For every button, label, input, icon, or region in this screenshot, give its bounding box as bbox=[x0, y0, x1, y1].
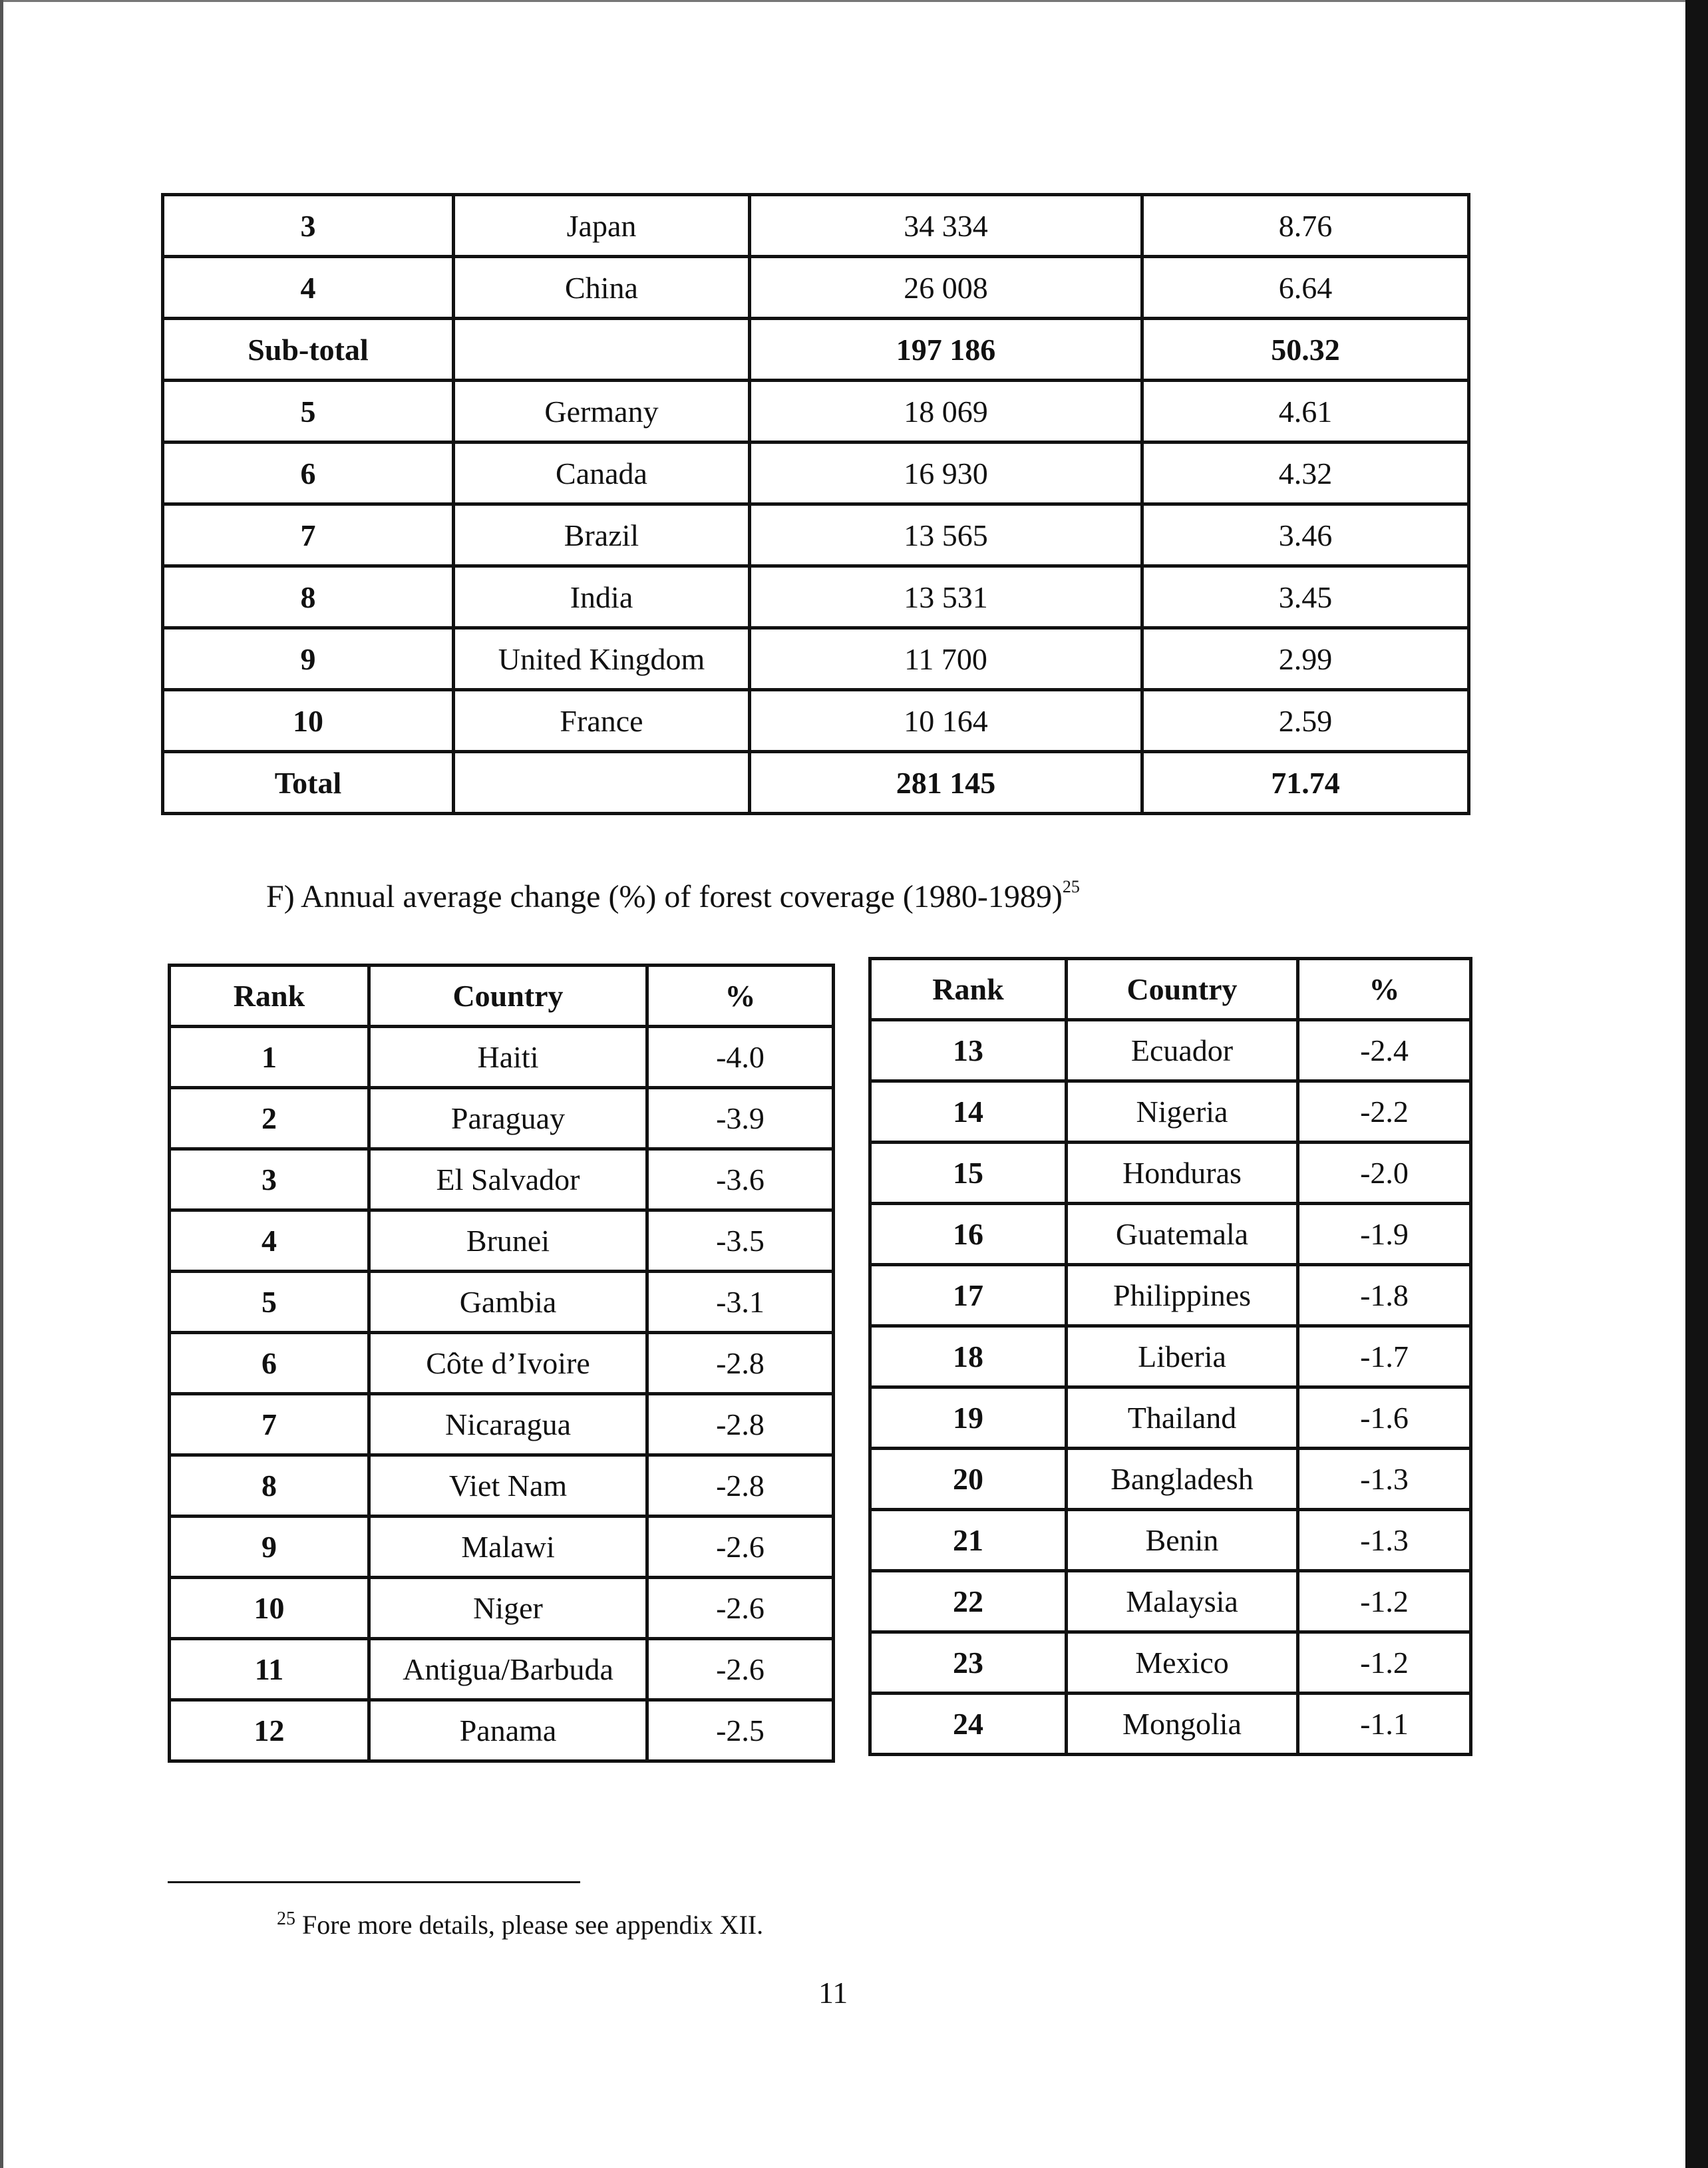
country-cell: India bbox=[454, 566, 750, 628]
table-row bbox=[170, 1088, 834, 1149]
country-cell: Philippines bbox=[1067, 1265, 1298, 1326]
top-ten-table bbox=[161, 193, 1470, 815]
rank-cell: 8 bbox=[163, 566, 454, 628]
country-cell: Niger bbox=[369, 1578, 647, 1639]
table-row bbox=[163, 381, 1469, 443]
percent-cell: -1.9 bbox=[1298, 1204, 1471, 1265]
table-row bbox=[870, 1449, 1471, 1510]
table-row bbox=[163, 566, 1469, 628]
percent-header: % bbox=[1298, 959, 1471, 1020]
rank-cell: 16 bbox=[870, 1204, 1067, 1265]
percent-cell: 6.64 bbox=[1142, 257, 1469, 319]
rank-cell: 3 bbox=[170, 1149, 369, 1210]
caption-text: F) Annual average change (%) of forest coverage (1980-1989) bbox=[266, 879, 1063, 914]
percent-cell: 3.46 bbox=[1142, 504, 1469, 566]
percent-cell: -2.5 bbox=[647, 1700, 834, 1761]
footnote bbox=[277, 1908, 763, 1940]
value-cell: 16 930 bbox=[750, 443, 1142, 504]
table-row bbox=[870, 1632, 1471, 1694]
table-row bbox=[170, 1517, 834, 1578]
percent-cell: -1.3 bbox=[1298, 1449, 1471, 1510]
percent-cell: -2.6 bbox=[647, 1517, 834, 1578]
rank-cell: 8 bbox=[170, 1455, 369, 1517]
table-row bbox=[170, 1394, 834, 1455]
percent-cell: -2.6 bbox=[647, 1639, 834, 1700]
country-cell: Nigeria bbox=[1067, 1081, 1298, 1143]
country-cell: Viet Nam bbox=[369, 1455, 647, 1517]
percent-cell: -3.5 bbox=[647, 1210, 834, 1272]
value-cell: 34 334 bbox=[750, 195, 1142, 257]
rank-cell: 4 bbox=[163, 257, 454, 319]
rank-cell: 13 bbox=[870, 1020, 1067, 1081]
percent-header: % bbox=[647, 966, 834, 1027]
table-row bbox=[870, 1143, 1471, 1204]
table-row bbox=[870, 1571, 1471, 1632]
country-cell: Benin bbox=[1067, 1510, 1298, 1571]
value-cell: 13 565 bbox=[750, 504, 1142, 566]
table-row bbox=[163, 319, 1469, 381]
value-cell: 10 164 bbox=[750, 690, 1142, 752]
table-row bbox=[170, 1639, 834, 1700]
percent-cell: 8.76 bbox=[1142, 195, 1469, 257]
page-edge-top bbox=[3, 0, 1685, 2]
footnote-text: Fore more details, please see appendix XII. bbox=[302, 1910, 764, 1940]
country-cell: Antigua/Barbuda bbox=[369, 1639, 647, 1700]
rank-cell: 12 bbox=[170, 1700, 369, 1761]
rank-cell: 5 bbox=[170, 1272, 369, 1333]
rank-cell: 11 bbox=[170, 1639, 369, 1700]
percent-cell: 4.32 bbox=[1142, 443, 1469, 504]
rank-cell: 17 bbox=[870, 1265, 1067, 1326]
percent-cell: -2.6 bbox=[647, 1578, 834, 1639]
percent-cell: -2.8 bbox=[647, 1455, 834, 1517]
country-cell: Gambia bbox=[369, 1272, 647, 1333]
country-cell: Malaysia bbox=[1067, 1571, 1298, 1632]
rank-cell: 3 bbox=[163, 195, 454, 257]
table-row bbox=[870, 1387, 1471, 1449]
rank-cell: 19 bbox=[870, 1387, 1067, 1449]
table-row bbox=[870, 1204, 1471, 1265]
value-cell: 281 145 bbox=[750, 752, 1142, 814]
rank-cell: 2 bbox=[170, 1088, 369, 1149]
rank-cell: 10 bbox=[163, 690, 454, 752]
country-cell: Guatemala bbox=[1067, 1204, 1298, 1265]
country-cell: Japan bbox=[454, 195, 750, 257]
table-row bbox=[170, 1455, 834, 1517]
percent-cell: 2.99 bbox=[1142, 628, 1469, 690]
rank-cell: 22 bbox=[870, 1571, 1067, 1632]
table-row bbox=[870, 1265, 1471, 1326]
percent-cell: 71.74 bbox=[1142, 752, 1469, 814]
value-cell: 197 186 bbox=[750, 319, 1142, 381]
rank-cell: 1 bbox=[170, 1027, 369, 1088]
country-cell: Ecuador bbox=[1067, 1020, 1298, 1081]
rank-cell: 6 bbox=[170, 1333, 369, 1394]
country-header: Country bbox=[369, 966, 647, 1027]
country-cell: France bbox=[454, 690, 750, 752]
value-cell: 13 531 bbox=[750, 566, 1142, 628]
table-row bbox=[163, 257, 1469, 319]
rank-cell: 9 bbox=[170, 1517, 369, 1578]
rank-cell: 10 bbox=[170, 1578, 369, 1639]
rank-cell: 7 bbox=[163, 504, 454, 566]
table-row bbox=[170, 1210, 834, 1272]
country-cell: Paraguay bbox=[369, 1088, 647, 1149]
percent-cell: -3.1 bbox=[647, 1272, 834, 1333]
percent-cell: -1.6 bbox=[1298, 1387, 1471, 1449]
country-cell: Panama bbox=[369, 1700, 647, 1761]
table-row bbox=[870, 1081, 1471, 1143]
section-f-caption bbox=[266, 877, 1080, 915]
percent-cell: -2.0 bbox=[1298, 1143, 1471, 1204]
country-cell: Bangladesh bbox=[1067, 1449, 1298, 1510]
page-edge-left bbox=[0, 0, 3, 2168]
rank-header: Rank bbox=[170, 966, 369, 1027]
table-row bbox=[163, 504, 1469, 566]
country-cell: Honduras bbox=[1067, 1143, 1298, 1204]
percent-cell: -2.8 bbox=[647, 1333, 834, 1394]
table-row bbox=[870, 1326, 1471, 1387]
percent-cell: 2.59 bbox=[1142, 690, 1469, 752]
country-cell: Mongolia bbox=[1067, 1694, 1298, 1755]
country-cell: Brunei bbox=[369, 1210, 647, 1272]
percent-cell: -1.8 bbox=[1298, 1265, 1471, 1326]
value-cell: 11 700 bbox=[750, 628, 1142, 690]
rank-header: Rank bbox=[870, 959, 1067, 1020]
country-cell: Nicaragua bbox=[369, 1394, 647, 1455]
country-cell: United Kingdom bbox=[454, 628, 750, 690]
country-cell: Haiti bbox=[369, 1027, 647, 1088]
forest-change-left-body bbox=[170, 1027, 834, 1761]
country-cell: Côte d’Ivoire bbox=[369, 1333, 647, 1394]
rank-cell: Total bbox=[163, 752, 454, 814]
percent-cell: -2.2 bbox=[1298, 1081, 1471, 1143]
caption-footnote-ref: 25 bbox=[1062, 877, 1080, 896]
rank-cell: 4 bbox=[170, 1210, 369, 1272]
table-row bbox=[170, 1333, 834, 1394]
rank-cell: 24 bbox=[870, 1694, 1067, 1755]
footnote-divider bbox=[168, 1881, 580, 1883]
percent-cell: -2.8 bbox=[647, 1394, 834, 1455]
rank-cell: 15 bbox=[870, 1143, 1067, 1204]
table-row bbox=[170, 1149, 834, 1210]
value-cell: 26 008 bbox=[750, 257, 1142, 319]
header-row bbox=[870, 959, 1471, 1020]
country-cell bbox=[454, 752, 750, 814]
rank-cell: 5 bbox=[163, 381, 454, 443]
table-row bbox=[170, 1027, 834, 1088]
rank-cell: 18 bbox=[870, 1326, 1067, 1387]
rank-cell: 14 bbox=[870, 1081, 1067, 1143]
rank-cell: 7 bbox=[170, 1394, 369, 1455]
table-row bbox=[870, 1694, 1471, 1755]
percent-cell: -3.6 bbox=[647, 1149, 834, 1210]
table-row bbox=[163, 690, 1469, 752]
percent-cell: -1.2 bbox=[1298, 1571, 1471, 1632]
country-cell: Malawi bbox=[369, 1517, 647, 1578]
rank-cell: 21 bbox=[870, 1510, 1067, 1571]
forest-change-table-left bbox=[168, 964, 835, 1763]
footnote-marker: 25 bbox=[277, 1908, 295, 1929]
country-header: Country bbox=[1067, 959, 1298, 1020]
rank-cell: 9 bbox=[163, 628, 454, 690]
forest-change-right-body bbox=[870, 1020, 1471, 1755]
country-cell: Thailand bbox=[1067, 1387, 1298, 1449]
country-cell: Mexico bbox=[1067, 1632, 1298, 1694]
percent-cell: -2.4 bbox=[1298, 1020, 1471, 1081]
rank-cell: 6 bbox=[163, 443, 454, 504]
percent-cell: -1.7 bbox=[1298, 1326, 1471, 1387]
table-row bbox=[163, 628, 1469, 690]
country-cell: Germany bbox=[454, 381, 750, 443]
country-cell: Canada bbox=[454, 443, 750, 504]
percent-cell: -3.9 bbox=[647, 1088, 834, 1149]
percent-cell: 4.61 bbox=[1142, 381, 1469, 443]
table-row bbox=[170, 1700, 834, 1761]
rank-cell: 20 bbox=[870, 1449, 1067, 1510]
table-row bbox=[163, 752, 1469, 814]
country-cell: China bbox=[454, 257, 750, 319]
page-number: 11 bbox=[818, 1976, 848, 2010]
percent-cell: -1.3 bbox=[1298, 1510, 1471, 1571]
value-cell: 18 069 bbox=[750, 381, 1142, 443]
page-edge-right bbox=[1685, 0, 1708, 2168]
table-row bbox=[163, 443, 1469, 504]
top-ten-table-body bbox=[163, 195, 1469, 814]
percent-cell: -1.1 bbox=[1298, 1694, 1471, 1755]
country-cell: El Salvador bbox=[369, 1149, 647, 1210]
percent-cell: -1.2 bbox=[1298, 1632, 1471, 1694]
forest-change-table-right bbox=[868, 957, 1472, 1756]
country-cell bbox=[454, 319, 750, 381]
percent-cell: -4.0 bbox=[647, 1027, 834, 1088]
rank-cell: 23 bbox=[870, 1632, 1067, 1694]
rank-cell: Sub-total bbox=[163, 319, 454, 381]
table-row bbox=[170, 1578, 834, 1639]
table-row bbox=[870, 1020, 1471, 1081]
percent-cell: 50.32 bbox=[1142, 319, 1469, 381]
country-cell: Brazil bbox=[454, 504, 750, 566]
country-cell: Liberia bbox=[1067, 1326, 1298, 1387]
table-row bbox=[870, 1510, 1471, 1571]
table-row bbox=[170, 1272, 834, 1333]
table-row bbox=[163, 195, 1469, 257]
header-row bbox=[170, 966, 834, 1027]
percent-cell: 3.45 bbox=[1142, 566, 1469, 628]
